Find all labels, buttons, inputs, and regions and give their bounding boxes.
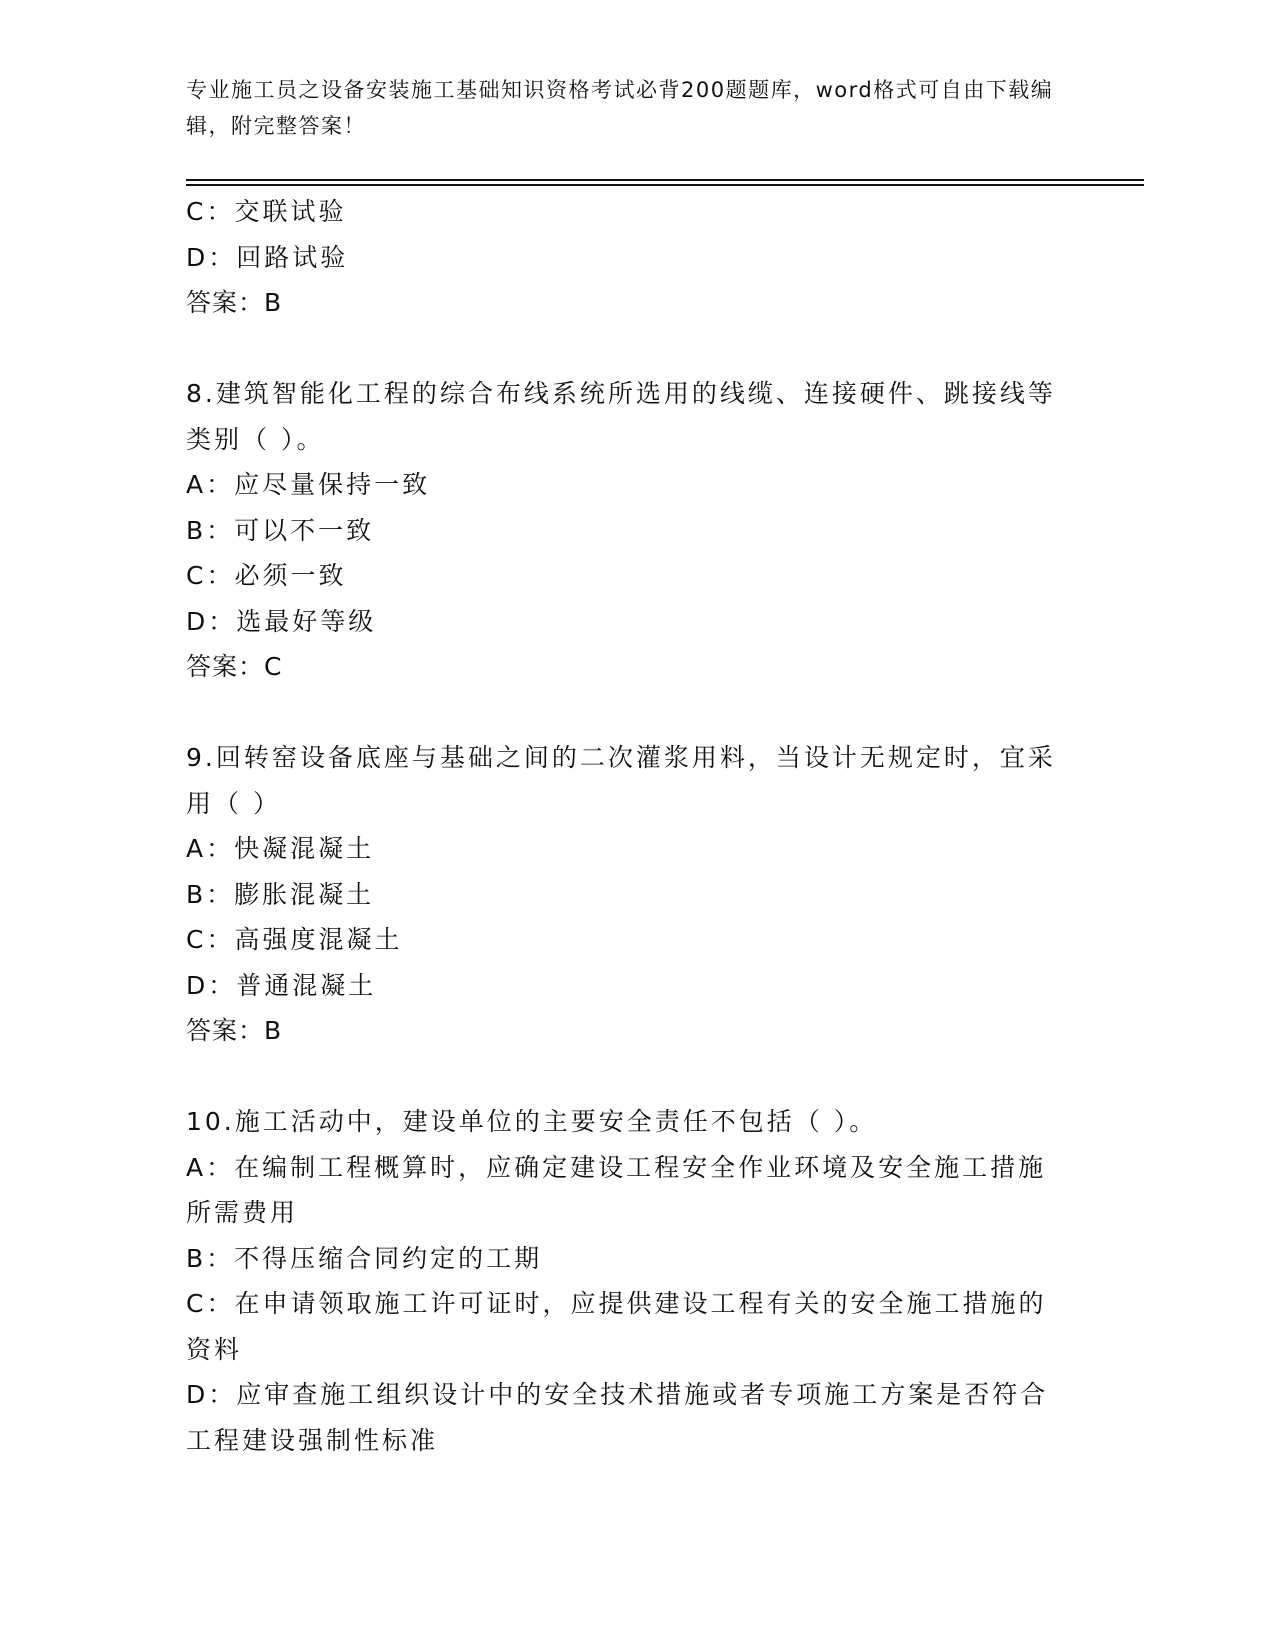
option-d: D：普通混凝土 <box>186 970 377 1000</box>
option-a: A：快凝混凝土 <box>186 834 375 863</box>
option-b: B：可以不一致 <box>186 515 375 545</box>
question-stem: 8.建筑智能化工程的综合布线系统所选用的线缆、连接硬件、跳接线等类别（ ）。 <box>186 379 1056 454</box>
question-stem: 10.施工活动中，建设单位的主要安全责任不包括（ ）。 <box>186 1107 878 1136</box>
spacer <box>186 1054 1066 1100</box>
answer-line: 答案：B <box>186 288 283 317</box>
option-c: C：高强度混凝土 <box>186 925 403 954</box>
option-a: A：在编制工程概算时，应确定建设工程安全作业环境及安全施工措施所需费用 <box>186 1152 1047 1227</box>
option-b: B：膨胀混凝土 <box>186 879 375 909</box>
spacer <box>186 326 1066 372</box>
question-10 <box>186 1099 1066 1463</box>
option-c: C：必须一致 <box>186 561 347 590</box>
question-stem: 9.回转窑设备底座与基础之间的二次灌浆用料，当设计无规定时，宜采用（ ） <box>186 743 1056 818</box>
question-7-tail <box>186 189 1066 326</box>
question-list <box>186 189 1066 1463</box>
answer-line: 答案：C <box>186 652 283 681</box>
option-d: D：选最好等级 <box>186 606 377 636</box>
option-d: D：应审查施工组织设计中的安全技术措施或者专项施工方案是否符合工程建设强制性标准 <box>186 1380 1049 1455</box>
answer-line: 答案：B <box>186 1016 283 1045</box>
header-rule-bottom <box>186 184 1144 186</box>
option-d: D：回路试验 <box>186 242 349 272</box>
document-header: 专业施工员之设备安装施工基础知识资格考试必背200题题库，word格式可自由下载编辑，附完整答案！ <box>186 78 1054 138</box>
question-9 <box>186 735 1066 1054</box>
question-8 <box>186 371 1066 690</box>
option-c: C：交联试验 <box>186 197 347 226</box>
header-rule-top <box>186 179 1144 181</box>
option-a: A：应尽量保持一致 <box>186 470 431 499</box>
option-c: C：在申请领取施工许可证时，应提供建设工程有关的安全施工措施的资料 <box>186 1289 1047 1364</box>
spacer <box>186 690 1066 736</box>
option-b: B：不得压缩合同约定的工期 <box>186 1243 543 1273</box>
